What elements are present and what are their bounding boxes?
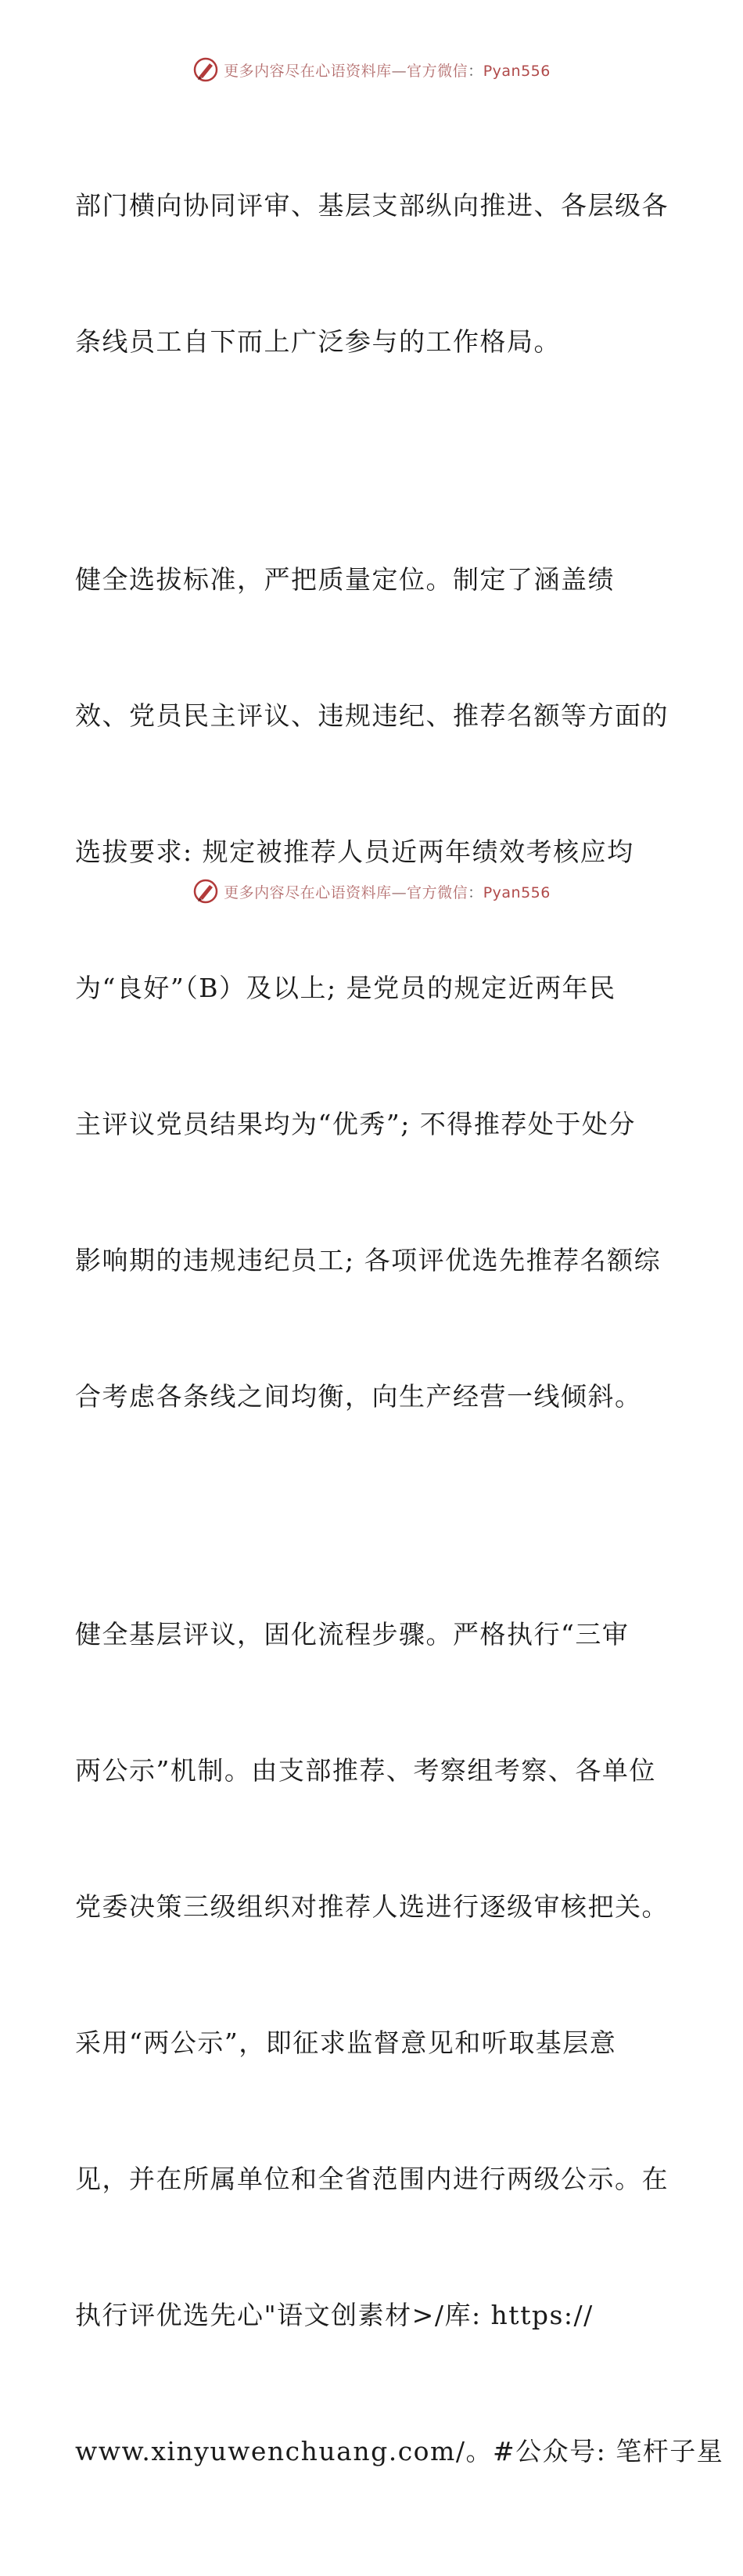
text-line: 效、党员民主评议、违规违纪、推荐名额等方面的 — [75, 700, 669, 731]
paragraph-3 — [75, 1521, 724, 2565]
watermark-dash: — — [391, 62, 407, 80]
paragraph-2 — [75, 466, 669, 1510]
footer-watermark — [0, 878, 743, 905]
text-line: 合考虑各条线之间均衡，向生产经营一线倾斜。 — [75, 1381, 642, 1412]
text-line: 为“良好”（B）及以上; 是党员的规定近两年民 — [75, 973, 616, 1003]
text-line: 主评议党员结果均为“优秀”; 不得推荐处于处分 — [75, 1109, 636, 1139]
watermark-text — [224, 59, 551, 81]
text-line: 选拔要求: 规定被推荐人员近两年绩效考核应均 — [75, 836, 634, 867]
text-line: 健全选拔标准，严把质量定位。制定了涵盖绩 — [75, 564, 615, 595]
watermark-wechat-id: Pyan556 — [483, 62, 551, 80]
text-line: 执行评优选先心"语文创素材>/库: https:// — [75, 2300, 594, 2330]
watermark-library-name: 更多内容尽在心语资料库 — [224, 62, 392, 80]
watermark-wechat-id: Pyan556 — [483, 883, 551, 901]
text-line: 党委决策三级组织对推荐人选进行逐级审核把关。 — [75, 1891, 669, 1922]
document-body — [75, 92, 724, 2576]
text-line: 健全基层评议，固化流程步骤。严格执行“三审 — [75, 1619, 630, 1650]
watermark-separator: ： — [468, 883, 483, 901]
text-line: 影响期的违规违纪员工; 各项评优选先推荐名额综 — [75, 1245, 662, 1275]
text-line: www.xinyuwenchuang.com/。#公众号: 笔杆子星 — [75, 2436, 724, 2466]
watermark-official-label: 官方微信 — [407, 883, 468, 901]
watermark-separator: ： — [468, 62, 483, 80]
text-line: 条线员工自下而上广泛参与的工作格局。 — [75, 326, 561, 357]
paragraph-1 — [75, 92, 669, 455]
watermark-official-label: 官方微信 — [407, 62, 468, 80]
text-line: 部门横向协同评审、基层支部纵向推进、各层级各 — [75, 190, 669, 221]
watermark-dash: — — [391, 883, 407, 901]
text-line: 见，并在所属单位和全省范围内进行两级公示。在 — [75, 2164, 669, 2194]
header-watermark — [0, 56, 743, 83]
watermark-library-name: 更多内容尽在心语资料库 — [224, 883, 392, 901]
pen-logo-icon — [192, 878, 219, 905]
text-line: 两公示”机制。由支部推荐、考察组考察、各单位 — [75, 1755, 656, 1786]
text-line: 采用“两公示”，即征求监督意见和听取基层意 — [75, 2027, 617, 2058]
pen-logo-icon — [192, 56, 219, 83]
watermark-text — [224, 881, 551, 902]
